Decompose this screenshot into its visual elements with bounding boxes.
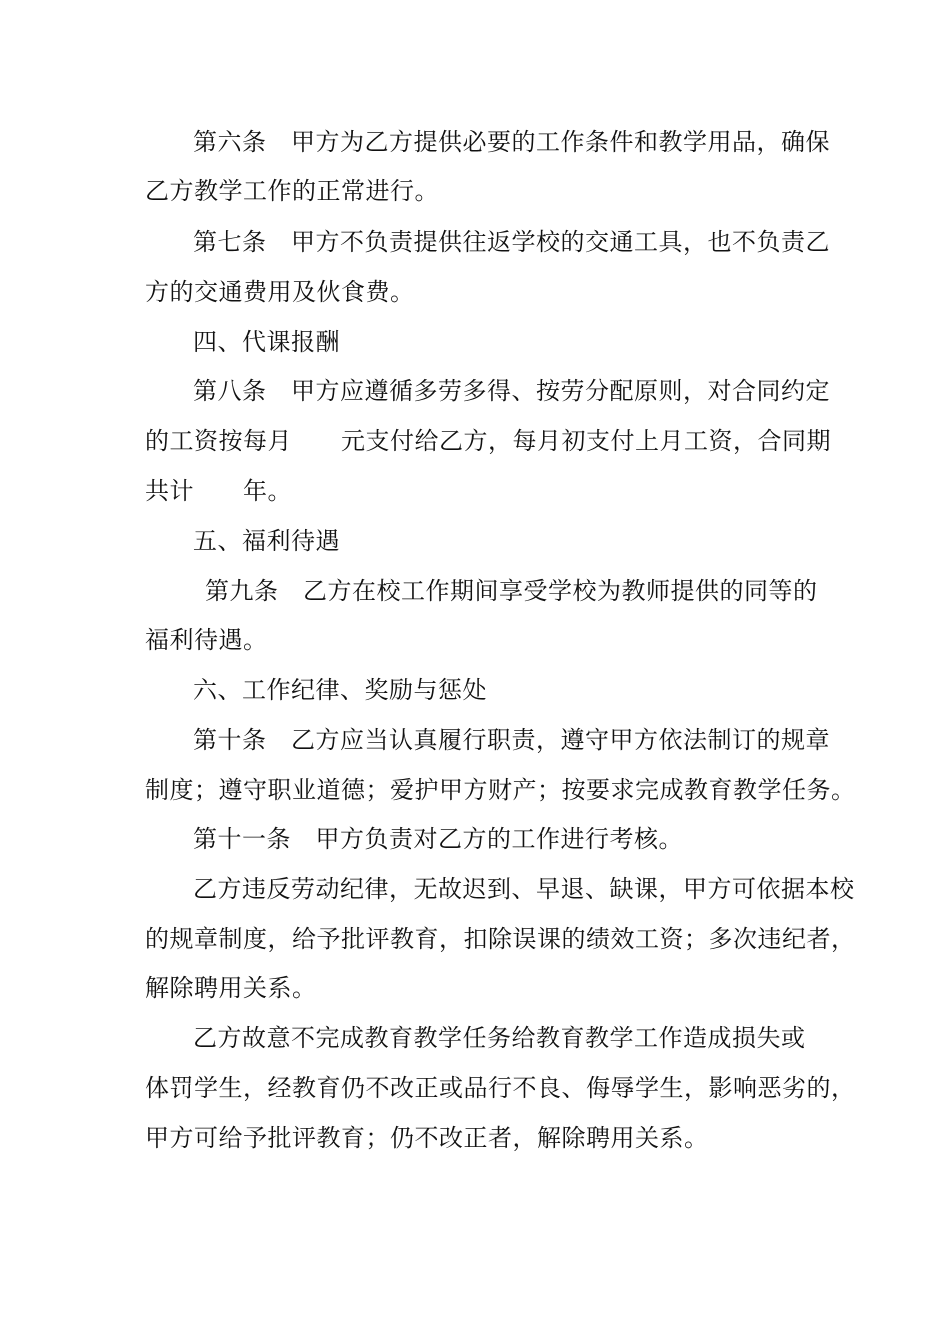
discipline-paragraph-2-line-3: 甲方可给予批评教育；仍不改正者，解除聘用关系。 xyxy=(145,1124,709,1152)
article-6-line-1: 第六条 甲方为乙方提供必要的工作条件和教学用品，确保 xyxy=(193,128,830,156)
section-5-heading: 五、福利待遇 xyxy=(193,527,340,555)
article-8-line-2: 的工资按每月 元支付给乙方，每月初支付上月工资，合同期 xyxy=(145,427,831,455)
discipline-paragraph-1-line-3: 解除聘用关系。 xyxy=(145,974,317,1002)
discipline-paragraph-1-line-1: 乙方违反劳动纪律，无故迟到、早退、缺课，甲方可依据本校 xyxy=(193,875,855,903)
article-10-line-1: 第十条 乙方应当认真履行职责，遵守甲方依法制订的规章 xyxy=(193,726,830,754)
section-6-heading: 六、工作纪律、奖励与惩处 xyxy=(193,676,487,704)
article-6-line-2: 乙方教学工作的正常进行。 xyxy=(145,177,439,205)
article-7-line-1: 第七条 甲方不负责提供往返学校的交通工具，也不负责乙 xyxy=(193,228,830,256)
discipline-paragraph-1-line-2: 的规章制度，给予批评教育，扣除误课的绩效工资；多次违纪者， xyxy=(145,925,856,953)
article-8-line-3: 共计 年。 xyxy=(145,477,292,505)
article-9-line-2: 福利待遇。 xyxy=(145,626,268,654)
article-8-line-1: 第八条 甲方应遵循多劳多得、按劳分配原则，对合同约定 xyxy=(193,377,830,405)
article-11-line: 第十一条 甲方负责对乙方的工作进行考核。 xyxy=(193,825,683,853)
article-10-line-2: 制度；遵守职业道德；爱护甲方财产；按要求完成教育教学任务。 xyxy=(145,776,856,804)
article-9-line-1: 第九条 乙方在校工作期间享受学校为教师提供的同等的 xyxy=(205,577,818,605)
article-7-line-2: 方的交通费用及伙食费。 xyxy=(145,278,415,306)
section-4-heading: 四、代课报酬 xyxy=(193,328,340,356)
discipline-paragraph-2-line-1: 乙方故意不完成教育教学任务给教育教学工作造成损失或 xyxy=(193,1024,806,1052)
discipline-paragraph-2-line-2: 体罚学生，经教育仍不改正或品行不良、侮辱学生，影响恶劣的， xyxy=(145,1074,856,1102)
